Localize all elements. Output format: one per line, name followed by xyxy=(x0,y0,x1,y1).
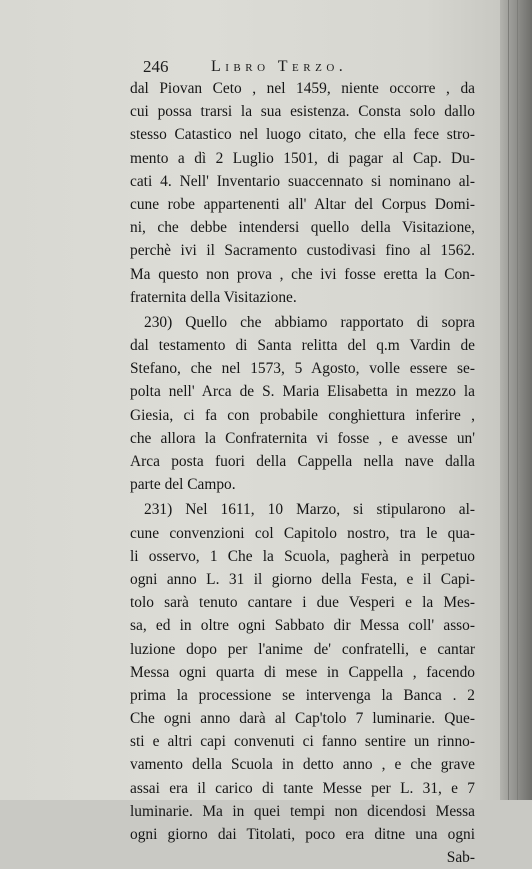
catchword: Sab- xyxy=(446,849,475,867)
text-line: ni, che debbe intendersi quello della Visitazione, xyxy=(130,219,475,237)
paragraph xyxy=(130,77,475,309)
text-line: Stefano, che nel 1573, 5 Agosto, volle essere se- xyxy=(130,360,475,378)
text-line: Che ogni anno darà al Cap'tolo 7 luminarie. Que- xyxy=(130,710,475,728)
text-line: mento a dì 2 Luglio 1501, di pagar al Cap. Du- xyxy=(130,149,475,167)
text-line: li osservo, 1 Che la Scuola, pagherà in perpetuo xyxy=(130,547,475,565)
text-line: cune convenzioni col Capitolo nostro, tra le qua- xyxy=(130,524,475,542)
text-line: 231) Nel 1611, 10 Marzo, si stipularono al- xyxy=(144,501,475,519)
text-line: tolo sarà tenuto cantare i due Vesperi e la Mes- xyxy=(130,594,475,612)
text-line: fraternita della Visitazione. xyxy=(130,288,297,306)
text-line: ogni giorno dai Titolati, poco era ditne una ogni xyxy=(130,826,475,843)
paragraph xyxy=(130,311,475,497)
text-line: Arca posta fuori della Cappella nella nave dalla xyxy=(130,453,475,470)
text-line: polta nell' Arca de S. Maria Elisabetta in mezzo la xyxy=(130,383,475,401)
text-line: cui possa trarsi la sua esistenza. Consta solo dallo xyxy=(130,103,475,121)
text-line: luminarie. Ma in quei tempi non dicendosi Messa xyxy=(130,802,475,820)
text-line: assai era il carico di tante Messe per L. 31, e 7 xyxy=(130,779,475,797)
text-line: prima la processione se intervenga la Banca . 2 xyxy=(130,686,475,704)
paragraph xyxy=(130,498,475,846)
text-line: dal testamento di Santa relitta del q.m Vardin de xyxy=(130,337,475,355)
page-edge xyxy=(500,0,532,800)
text-line: sti e altri capi convenuti ci fanno sentire un rinno- xyxy=(130,733,475,751)
text-line: sa, ed in oltre ogni Sabbato dir Messa coll' asso- xyxy=(130,617,475,635)
text-line: stesso Catastico nel luogo citato, che ella fece stro- xyxy=(130,126,475,144)
text-line: ogni anno L. 31 il giorno della Festa, e il Capi- xyxy=(130,570,475,588)
body-text xyxy=(130,77,475,869)
page-number: 246 xyxy=(143,57,169,76)
text-line: 230) Quello che abbiamo rapportato di sopra xyxy=(144,313,475,331)
text-line: cune robe appartenenti all' Altar del Corpus Domi- xyxy=(130,195,475,213)
text-line: Messa ogni quarta di mese in Cappella , facendo xyxy=(130,663,475,681)
text-line: vamento della Scuola in detto anno , e che grave xyxy=(130,756,475,774)
text-line: dal Piovan Ceto , nel 1459, niente occorre , da xyxy=(130,80,475,97)
text-line: luzione dopo per l'anime de' confratelli, e cantar xyxy=(130,640,475,658)
text-line: perchè ivi il Sacramento custodivasi fino al 1562. xyxy=(130,242,475,260)
text-line: cati 4. Nell' Inventario suaccennato si nominano al- xyxy=(130,172,475,190)
text-line: Giesia, ci fa con probabile conghiettura inferire , xyxy=(130,406,475,424)
text-line: che allora la Confraternita vi fosse , e avesse un' xyxy=(130,429,475,447)
text-line: parte del Campo. xyxy=(130,476,236,494)
page-header xyxy=(143,55,463,79)
text-line: Ma questo non prova , che ivi fosse eretta la Con- xyxy=(130,265,475,283)
running-head: Libro Terzo. xyxy=(211,58,348,75)
